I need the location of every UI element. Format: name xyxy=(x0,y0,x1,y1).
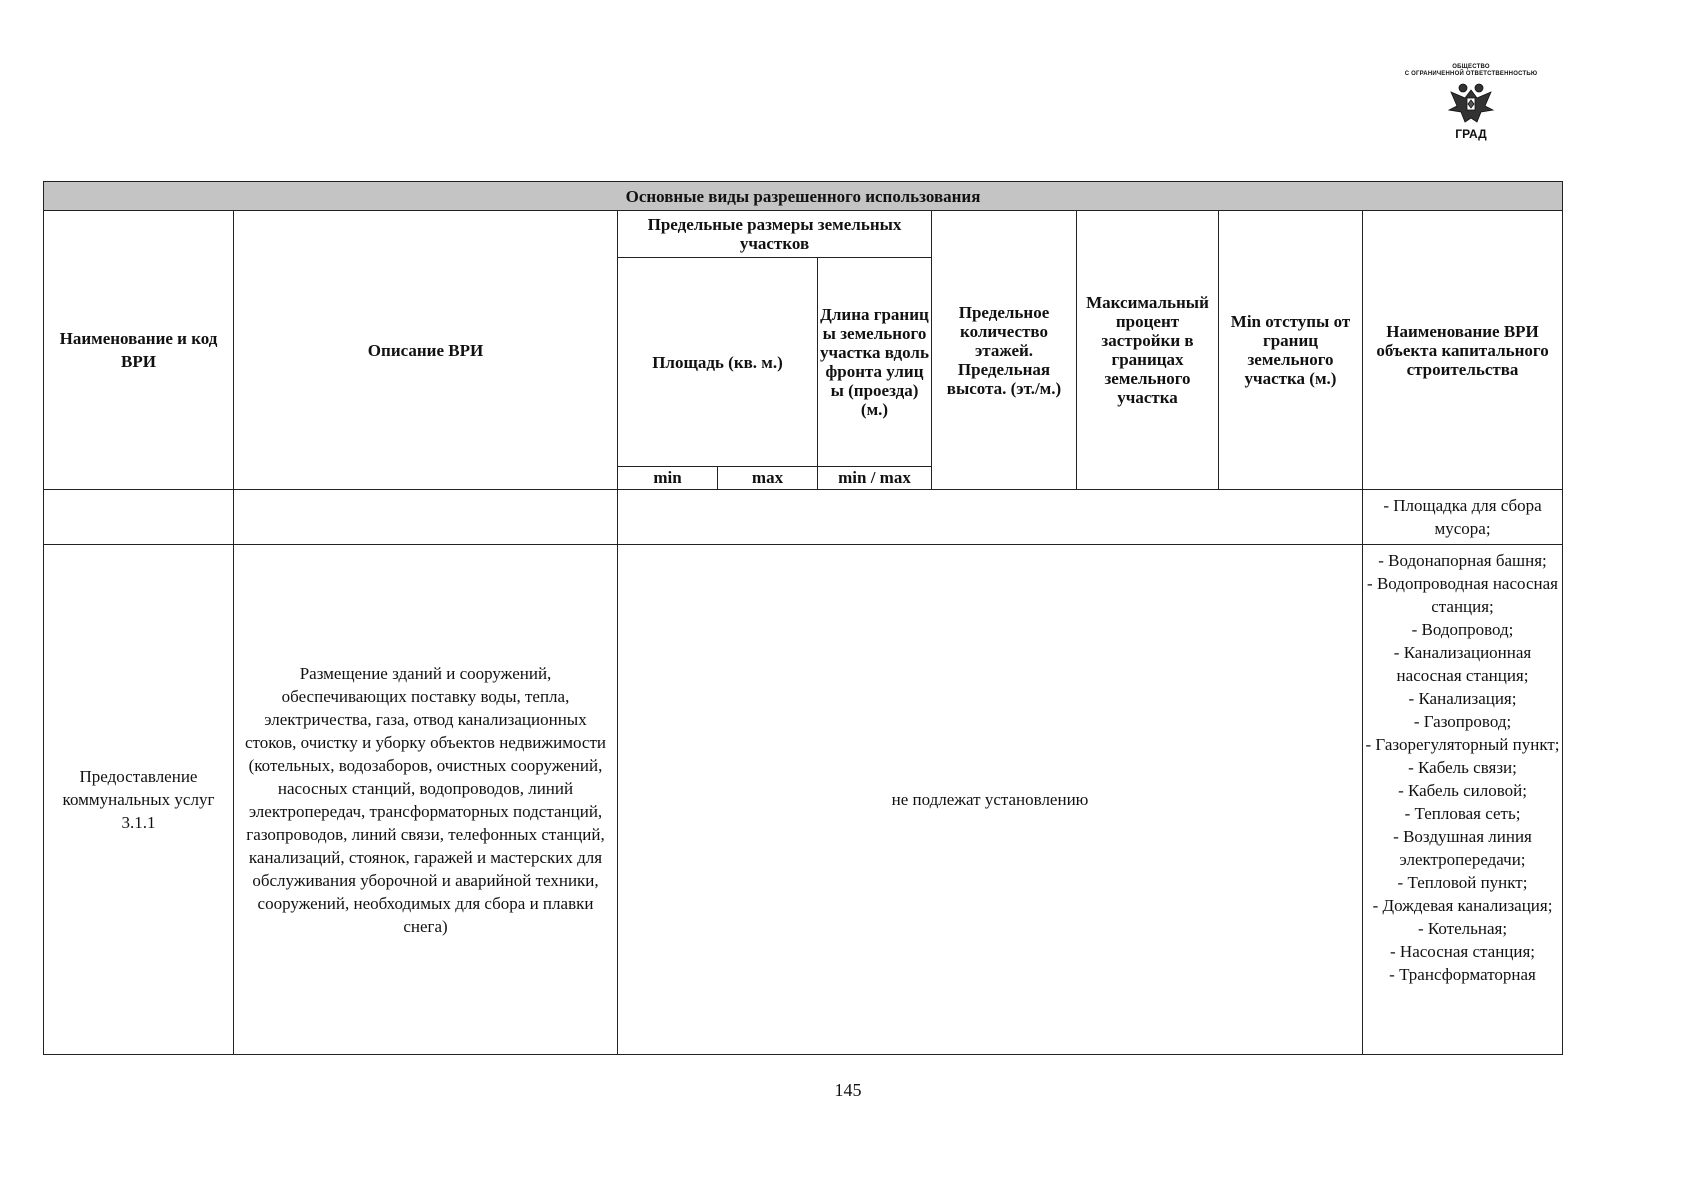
list-item: - Дождевая канализация; xyxy=(1372,896,1553,915)
row1-name xyxy=(44,490,234,545)
list-item: - Водопровод; xyxy=(1411,620,1514,639)
list-item: - Тепловой пункт; xyxy=(1397,873,1528,892)
logo-brand: ГРАД xyxy=(1455,127,1487,141)
list-item: - Кабель силовой; xyxy=(1398,781,1527,800)
header-minmax: min / max xyxy=(818,467,932,490)
header-percent: Максимальный процент застройки в границах земельного участка xyxy=(1077,211,1219,490)
header-area: Площадь (кв. м.) xyxy=(618,258,818,467)
list-item: - Канализация; xyxy=(1408,689,1517,708)
header-desc: Описание ВРИ xyxy=(234,211,618,490)
list-item: - Газорегуляторный пункт; xyxy=(1365,735,1560,754)
header-min: min xyxy=(618,467,718,490)
list-item: - Насосная станция; xyxy=(1390,942,1536,961)
row2-name: Предоставление коммунальных услуг 3.1.1 xyxy=(44,545,234,1055)
list-item: - Канализационная насосная станция; xyxy=(1393,643,1532,685)
eagle-emblem-icon xyxy=(1447,80,1495,126)
header-objects: Наименование ВРИ объекта капитального строительства xyxy=(1363,211,1563,490)
row2-desc: Размещение зданий и сооружений, обеспечивающих поставку воды, тепла, электричества, газа, отвод канализационных стоков, очистку и уборку объектов недвижимости (котельных, водозаборов, очистных сооружений, насосных станций, водопроводов, линий электропередач, трансформаторных подстанций, газопроводов, линий связи, телефонных станций, канализаций, стоянок, гаражей и мастерских для обслуживания уборочной и аварийной техники, сооружений, необходимых для сбора и плавки снега) xyxy=(234,545,618,1055)
header-length: Длина границы земельного участка вдоль фронта улицы (проезда) (м.) xyxy=(818,258,932,467)
logo-org-line2: С ОГРАНИЧЕННОЙ ОТВЕТСТВЕННОСТЬЮ xyxy=(1404,71,1538,77)
header-limits-group: Предельные размеры земельных участков xyxy=(618,211,932,258)
list-item: - Водопроводная насосная станция; xyxy=(1367,574,1558,616)
row2-objects xyxy=(1363,545,1563,1055)
list-item: - Газопровод; xyxy=(1413,712,1512,731)
row1-limits xyxy=(618,490,1363,545)
table-row xyxy=(44,545,1563,1055)
page-number: 145 xyxy=(834,1080,862,1100)
list-item: - Тепловая сеть; xyxy=(1404,804,1521,823)
logo-org-line1: ОБЩЕСТВО xyxy=(1452,64,1490,70)
header-floors: Предельное количество этажей. Предельная высота. (эт./м.) xyxy=(932,211,1077,490)
table-title: Основные виды разрешенного использования xyxy=(44,182,1563,211)
list-item: - Площадка для сбора мусора; xyxy=(1383,496,1542,538)
table-row xyxy=(44,490,1563,545)
list-item: - Воздушная линия электропередачи; xyxy=(1393,827,1532,869)
list-item: - Котельная; xyxy=(1417,919,1508,938)
list-item: - Трансформаторная xyxy=(1389,965,1536,984)
vri-table xyxy=(43,181,1563,1055)
row1-desc xyxy=(234,490,618,545)
company-logo xyxy=(1386,64,1556,154)
header-setback: Min отступы от границ земельного участка (м.) xyxy=(1219,211,1363,490)
header-max: max xyxy=(718,467,818,490)
row2-limits: не подлежат установлению xyxy=(618,545,1363,1055)
list-item: - Водонапорная башня; xyxy=(1378,551,1547,570)
row1-objects xyxy=(1363,490,1563,545)
list-item: - Кабель связи; xyxy=(1408,758,1517,777)
header-name: Наименование и код ВРИ xyxy=(44,211,234,490)
